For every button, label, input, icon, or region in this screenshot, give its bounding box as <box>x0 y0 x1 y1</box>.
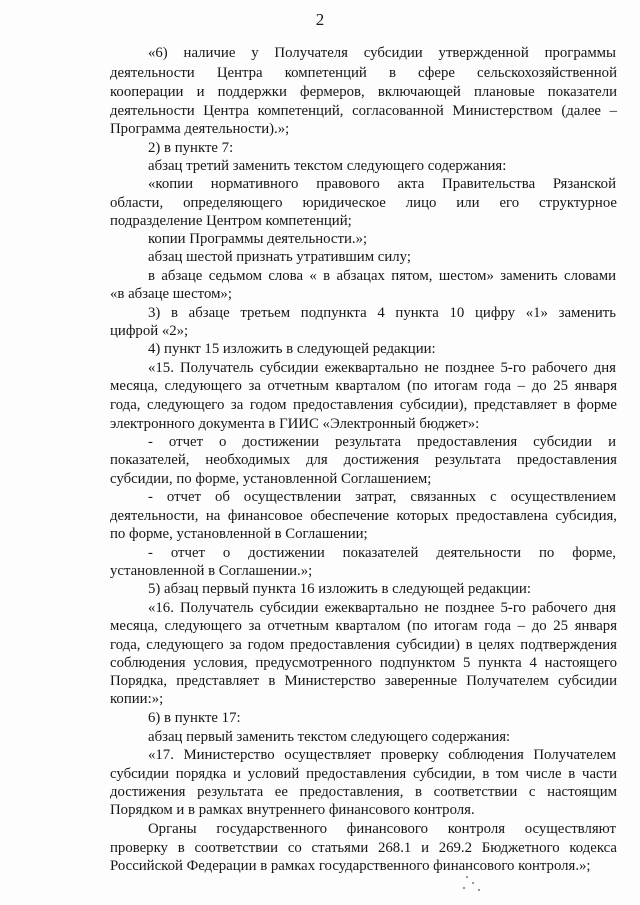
text-line: цифрой «2»; <box>110 323 189 339</box>
text-line: 3) в абзаце третьем подпункта 4 пункта 10 цифру «1» заменить <box>148 305 616 321</box>
text-line: Российской Федерации в рамках государственного финансового контроля.»; <box>110 858 591 874</box>
page-number: 2 <box>315 10 325 29</box>
text-line: Программа деятельности).»; <box>110 121 290 137</box>
text-line: - отчет об осуществлении затрат, связанных с осуществлением <box>148 489 616 505</box>
text-line: 2) в пункте 7: <box>148 140 234 156</box>
text-line: 5) абзац первый пункта 16 изложить в следующей редакции: <box>148 581 531 597</box>
text-line: месяца, следующего за отчетным кварталом (по итогам года – до 25 января <box>110 378 617 394</box>
text-line: 4) пункт 15 изложить в следующей редакции: <box>148 341 436 357</box>
text-line: месяца, следующего за отчетным кварталом (по итогам года – до 25 января <box>110 618 617 634</box>
text-line: кооперации и поддержки фермеров, включающей плановые показатели <box>110 84 617 100</box>
scan-speck <box>463 887 465 889</box>
text-line: «16. Получатель субсидии ежеквартально не позднее 5-го рабочего дня <box>148 600 616 616</box>
text-line: субсидии, по форме, установленной Соглашением; <box>110 471 432 487</box>
scan-speck <box>466 876 468 878</box>
text-line: абзац шестой признать утратившим силу; <box>148 249 411 265</box>
text-line: абзац третий заменить текстом следующего содержания: <box>148 158 507 174</box>
text-line: области, определяющего юридическое лицо или его структурное <box>110 195 617 211</box>
text-line: субсидии порядка и условий предоставления субсидии, в том числе в части <box>110 766 617 782</box>
text-line: «в абзаце шестом»; <box>110 286 232 302</box>
text-line: деятельности Центра компетенций в сфере сельскохозяйственной <box>110 65 617 81</box>
text-line: Порядка, представляет в Министерство заверенные Получателем субсидии <box>110 673 617 689</box>
text-line: «15. Получатель субсидии ежеквартально не позднее 5-го рабочего дня <box>148 360 616 376</box>
text-line: года, следующего за годом предоставления субсидии) в целях подтверждения <box>110 637 617 653</box>
text-line: деятельности Центра компетенций, согласованной Министерством (далее – <box>110 103 617 119</box>
text-line: установленной в Соглашении.»; <box>110 563 313 579</box>
text-line: достижения результата ее предоставления, в соответствии с настоящим <box>110 784 617 800</box>
text-line: деятельности, на финансовое обеспечение которых предоставлена субсидия, <box>110 508 617 524</box>
text-line: - отчет о достижении результата предоставления субсидии и <box>148 434 616 450</box>
text-line: проверку в соответствии со статьями 268.1 и 269.2 Бюджетного кодекса <box>110 840 617 856</box>
text-line: Органы государственного финансового контроля осуществляют <box>148 821 616 837</box>
text-line: года, следующего за годом предоставления субсидии), представляет в форме <box>110 397 617 413</box>
text-line: Порядком и в рамках внутреннего финансового контроля. <box>110 802 475 818</box>
text-line: электронного документа в ГИИС «Электронный бюджет»: <box>110 416 480 432</box>
scan-speck <box>472 882 474 884</box>
text-line: - отчет о достижении показателей деятельности по форме, <box>148 545 616 561</box>
text-line: показателей, необходимых для достижения результата предоставления <box>110 452 617 468</box>
text-line: «17. Министерство осуществляет проверку соблюдения Получателем <box>148 747 616 763</box>
text-line: 6) в пункте 17: <box>148 710 241 726</box>
text-line: абзац первый заменить текстом следующего содержания: <box>148 729 511 745</box>
text-line: соблюдения условия, предусмотренного подпунктом 5 пункта 4 настоящего <box>110 655 617 671</box>
text-line: по форме, установленной в Соглашении; <box>110 526 368 542</box>
text-line: копии Программы деятельности.»; <box>148 231 368 247</box>
text-line: «копии нормативного правового акта Правительства Рязанской <box>148 176 616 192</box>
text-line: в абзаце седьмом слова « в абзацах пятом, шестом» заменить словами <box>148 268 616 284</box>
text-line: копии:»; <box>110 691 164 707</box>
text-line: «6) наличие у Получателя субсидии утвержденной программы <box>148 45 616 61</box>
scan-speck <box>478 889 480 891</box>
text-line: подразделение Центром компетенций; <box>110 213 352 229</box>
